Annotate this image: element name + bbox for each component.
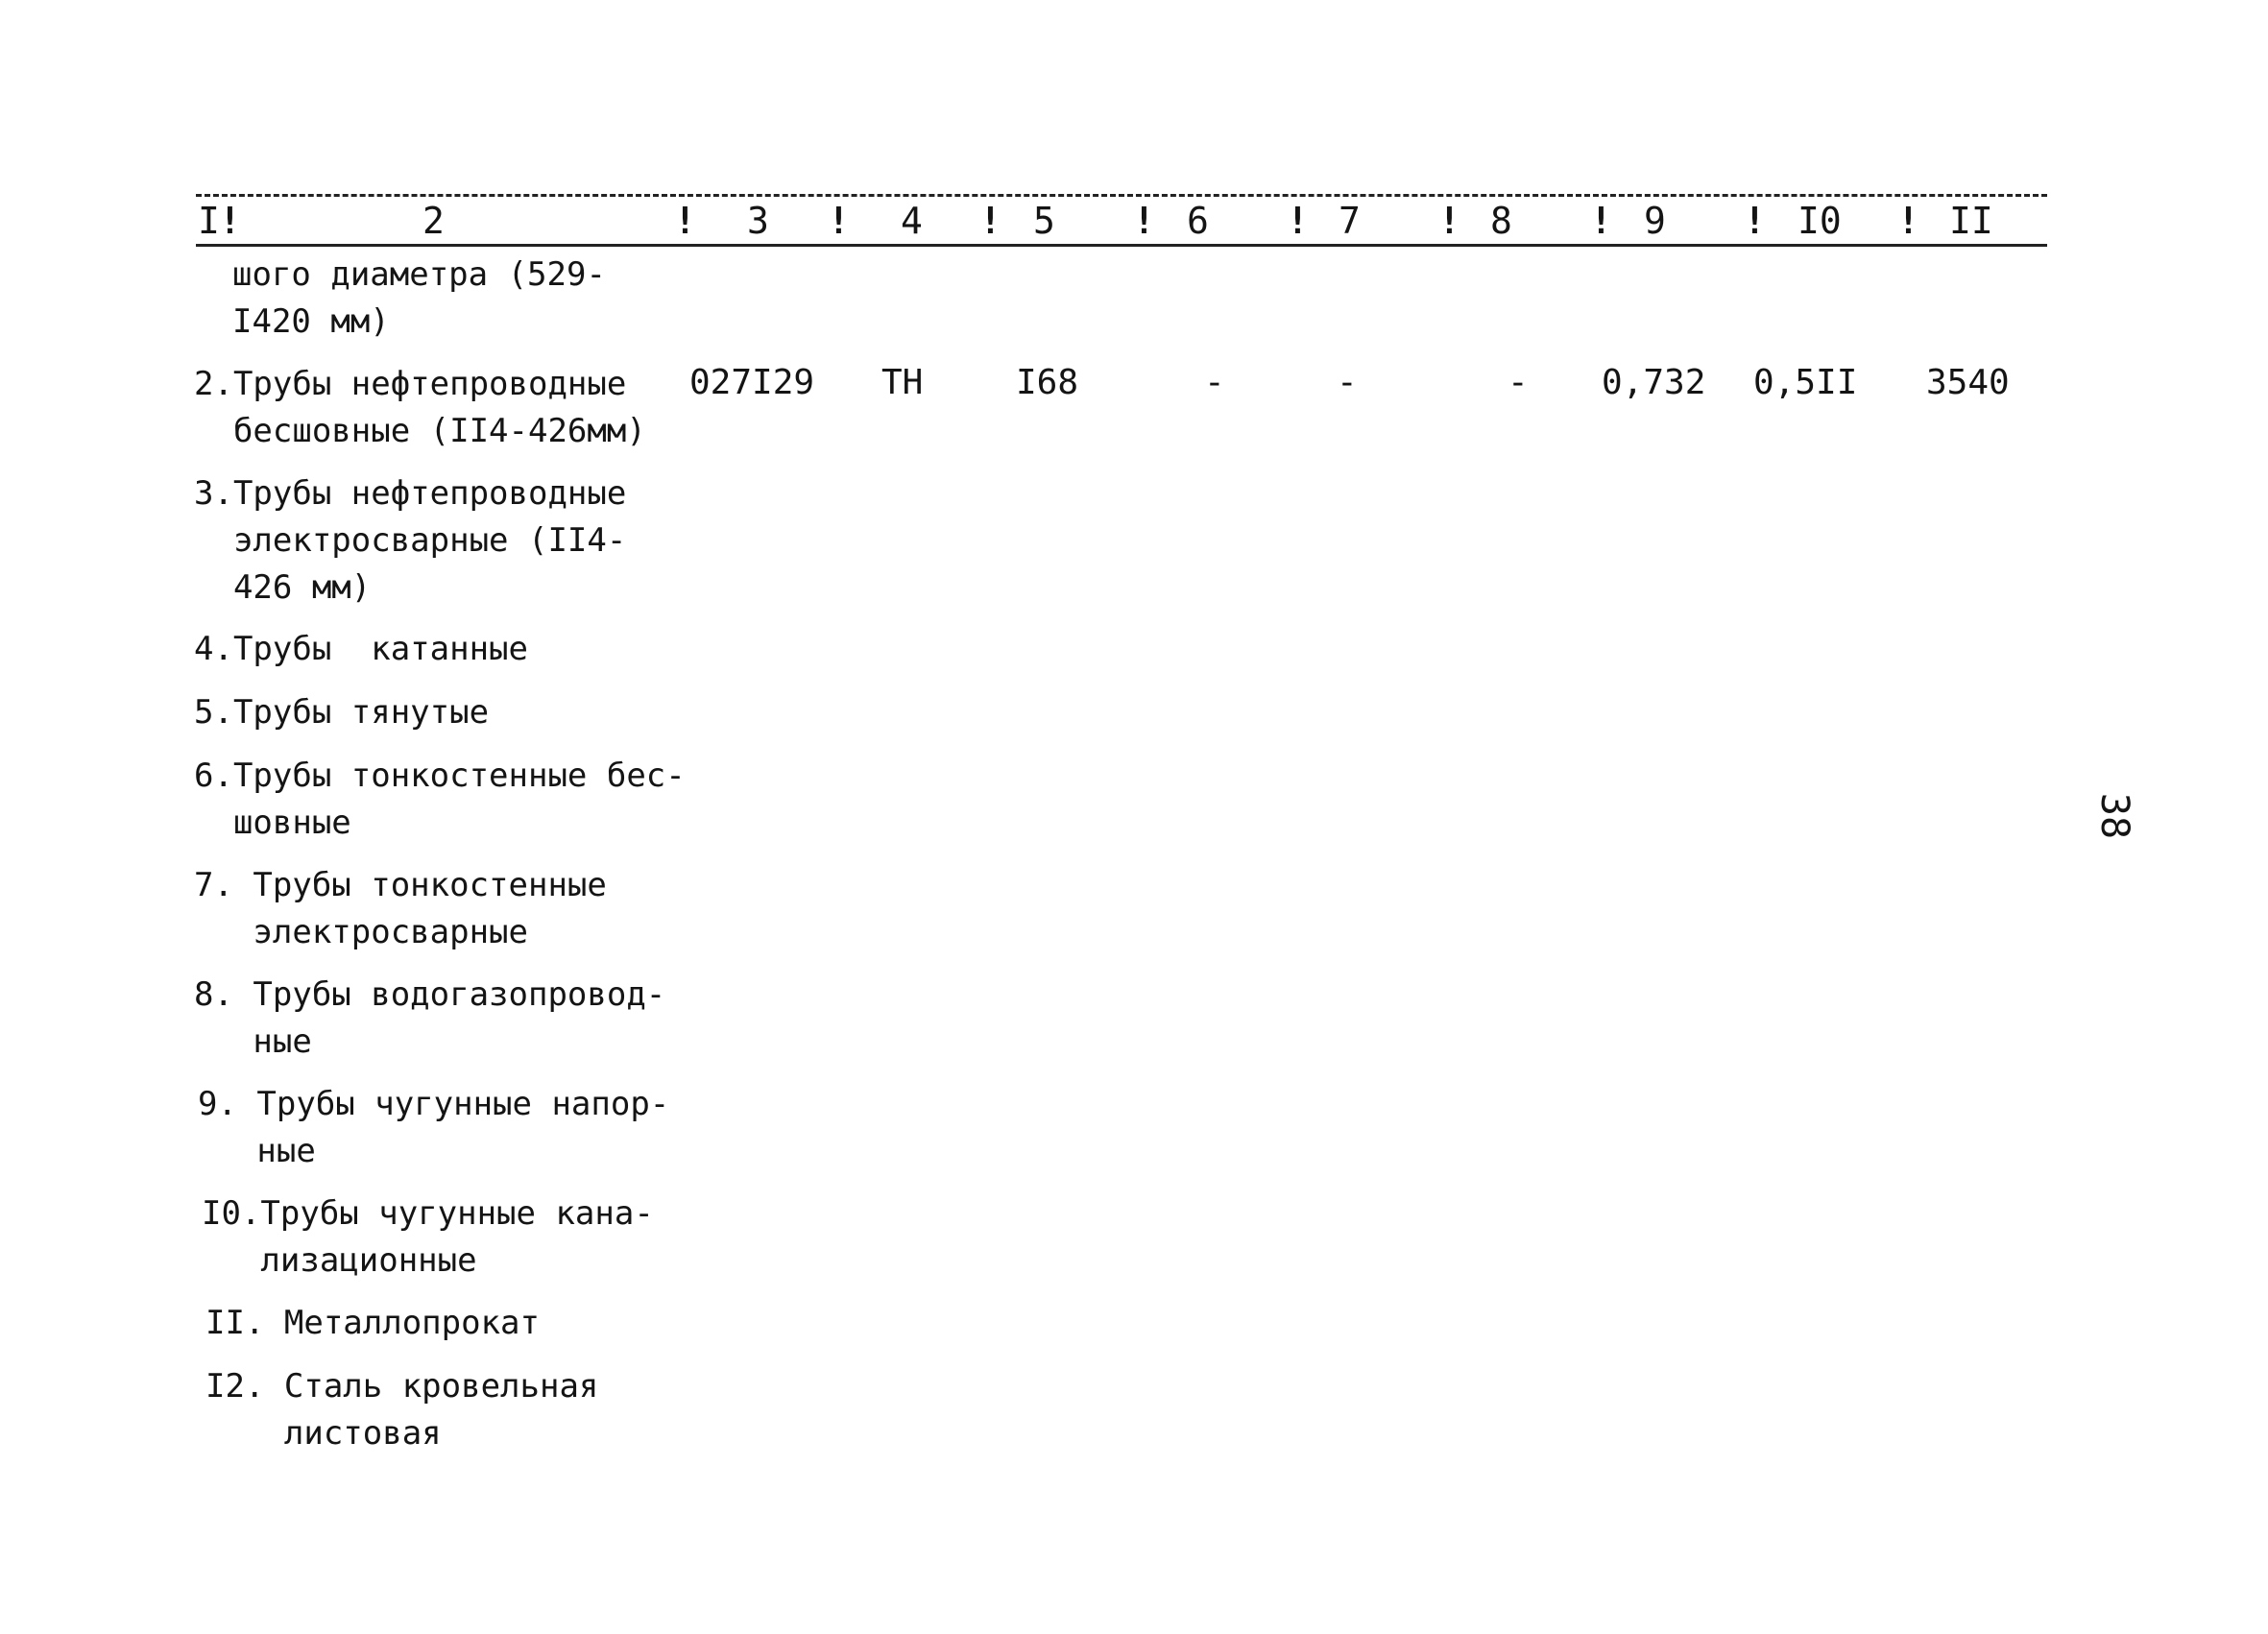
row-8-line-1: ные — [198, 1132, 316, 1170]
row-0-line-1: I420 мм) — [232, 302, 390, 341]
row-5-line-1: шовные — [194, 804, 351, 842]
header-separator: ! — [1133, 200, 1155, 242]
row-9-line-0: I0.Трубы чугунные кана- — [202, 1194, 654, 1233]
row-6-line-1: электросварные — [194, 913, 528, 951]
header-col-6: 6 — [1187, 200, 1209, 242]
row-5-line-0: 6.Трубы тонкостенные бес- — [194, 757, 686, 795]
row-1-col-11: 3540 — [1926, 363, 2010, 402]
row-2-line-0: 3.Трубы нефтепроводные — [194, 474, 627, 513]
header-separator: ! — [1744, 200, 1766, 242]
header-separator: ! — [979, 200, 1001, 242]
header-top-rule — [196, 194, 2047, 197]
row-8-line-0: 9. Трубы чугунные напор- — [198, 1085, 670, 1123]
row-1-col-8: - — [1508, 363, 1529, 402]
header-col-1: I — [198, 200, 220, 242]
row-1-col-4: ТН — [881, 363, 924, 402]
row-7-line-0: 8. Трубы водогазопровод- — [194, 975, 666, 1014]
row-4-line-0: 5.Трубы тянутые — [194, 693, 490, 732]
header-separator: ! — [1897, 200, 1919, 242]
row-0-line-0: шого диаметра (529- — [232, 255, 606, 294]
header-separator: ! — [1590, 200, 1612, 242]
row-11-line-1: листовая — [205, 1414, 442, 1453]
row-1-col-9: 0,732 — [1602, 363, 1706, 402]
row-1-col-6: - — [1204, 363, 1225, 402]
header-bottom-rule — [196, 244, 2047, 247]
row-1-col-7: - — [1337, 363, 1358, 402]
row-3-line-0: 4.Трубы катанные — [194, 630, 528, 668]
header-col-9: 9 — [1644, 200, 1666, 242]
header-col-10: I0 — [1798, 200, 1842, 242]
header-separator: ! — [1287, 200, 1309, 242]
page-number: 38 — [2092, 792, 2137, 840]
row-10-line-0: II. Металлопрокат — [205, 1304, 540, 1342]
header-separator: ! — [219, 200, 241, 242]
row-1-line-0: 2.Трубы нефтепроводные — [194, 365, 627, 403]
row-6-line-0: 7. Трубы тонкостенные — [194, 866, 607, 904]
header-col-2: 2 — [422, 200, 445, 242]
row-1-line-1: бесшовные (II4-426мм) — [194, 412, 646, 450]
row-1-col-10: 0,5II — [1753, 363, 1858, 402]
row-9-line-1: лизационные — [202, 1241, 477, 1280]
row-1-col-3: 027I29 — [689, 363, 815, 402]
header-col-5: 5 — [1033, 200, 1055, 242]
header-separator: ! — [828, 200, 850, 242]
row-11-line-0: I2. Сталь кровельная — [205, 1367, 599, 1406]
header-col-8: 8 — [1490, 200, 1512, 242]
row-2-line-1: электросварные (II4- — [194, 521, 627, 560]
row-1-col-5: I68 — [1016, 363, 1079, 402]
header-col-11: II — [1949, 200, 1993, 242]
header-separator: ! — [1438, 200, 1460, 242]
header-col-3: 3 — [747, 200, 769, 242]
row-2-line-2: 426 мм) — [194, 568, 372, 607]
header-separator: ! — [674, 200, 696, 242]
row-7-line-1: ные — [194, 1022, 312, 1061]
header-col-7: 7 — [1339, 200, 1361, 242]
header-col-4: 4 — [901, 200, 923, 242]
